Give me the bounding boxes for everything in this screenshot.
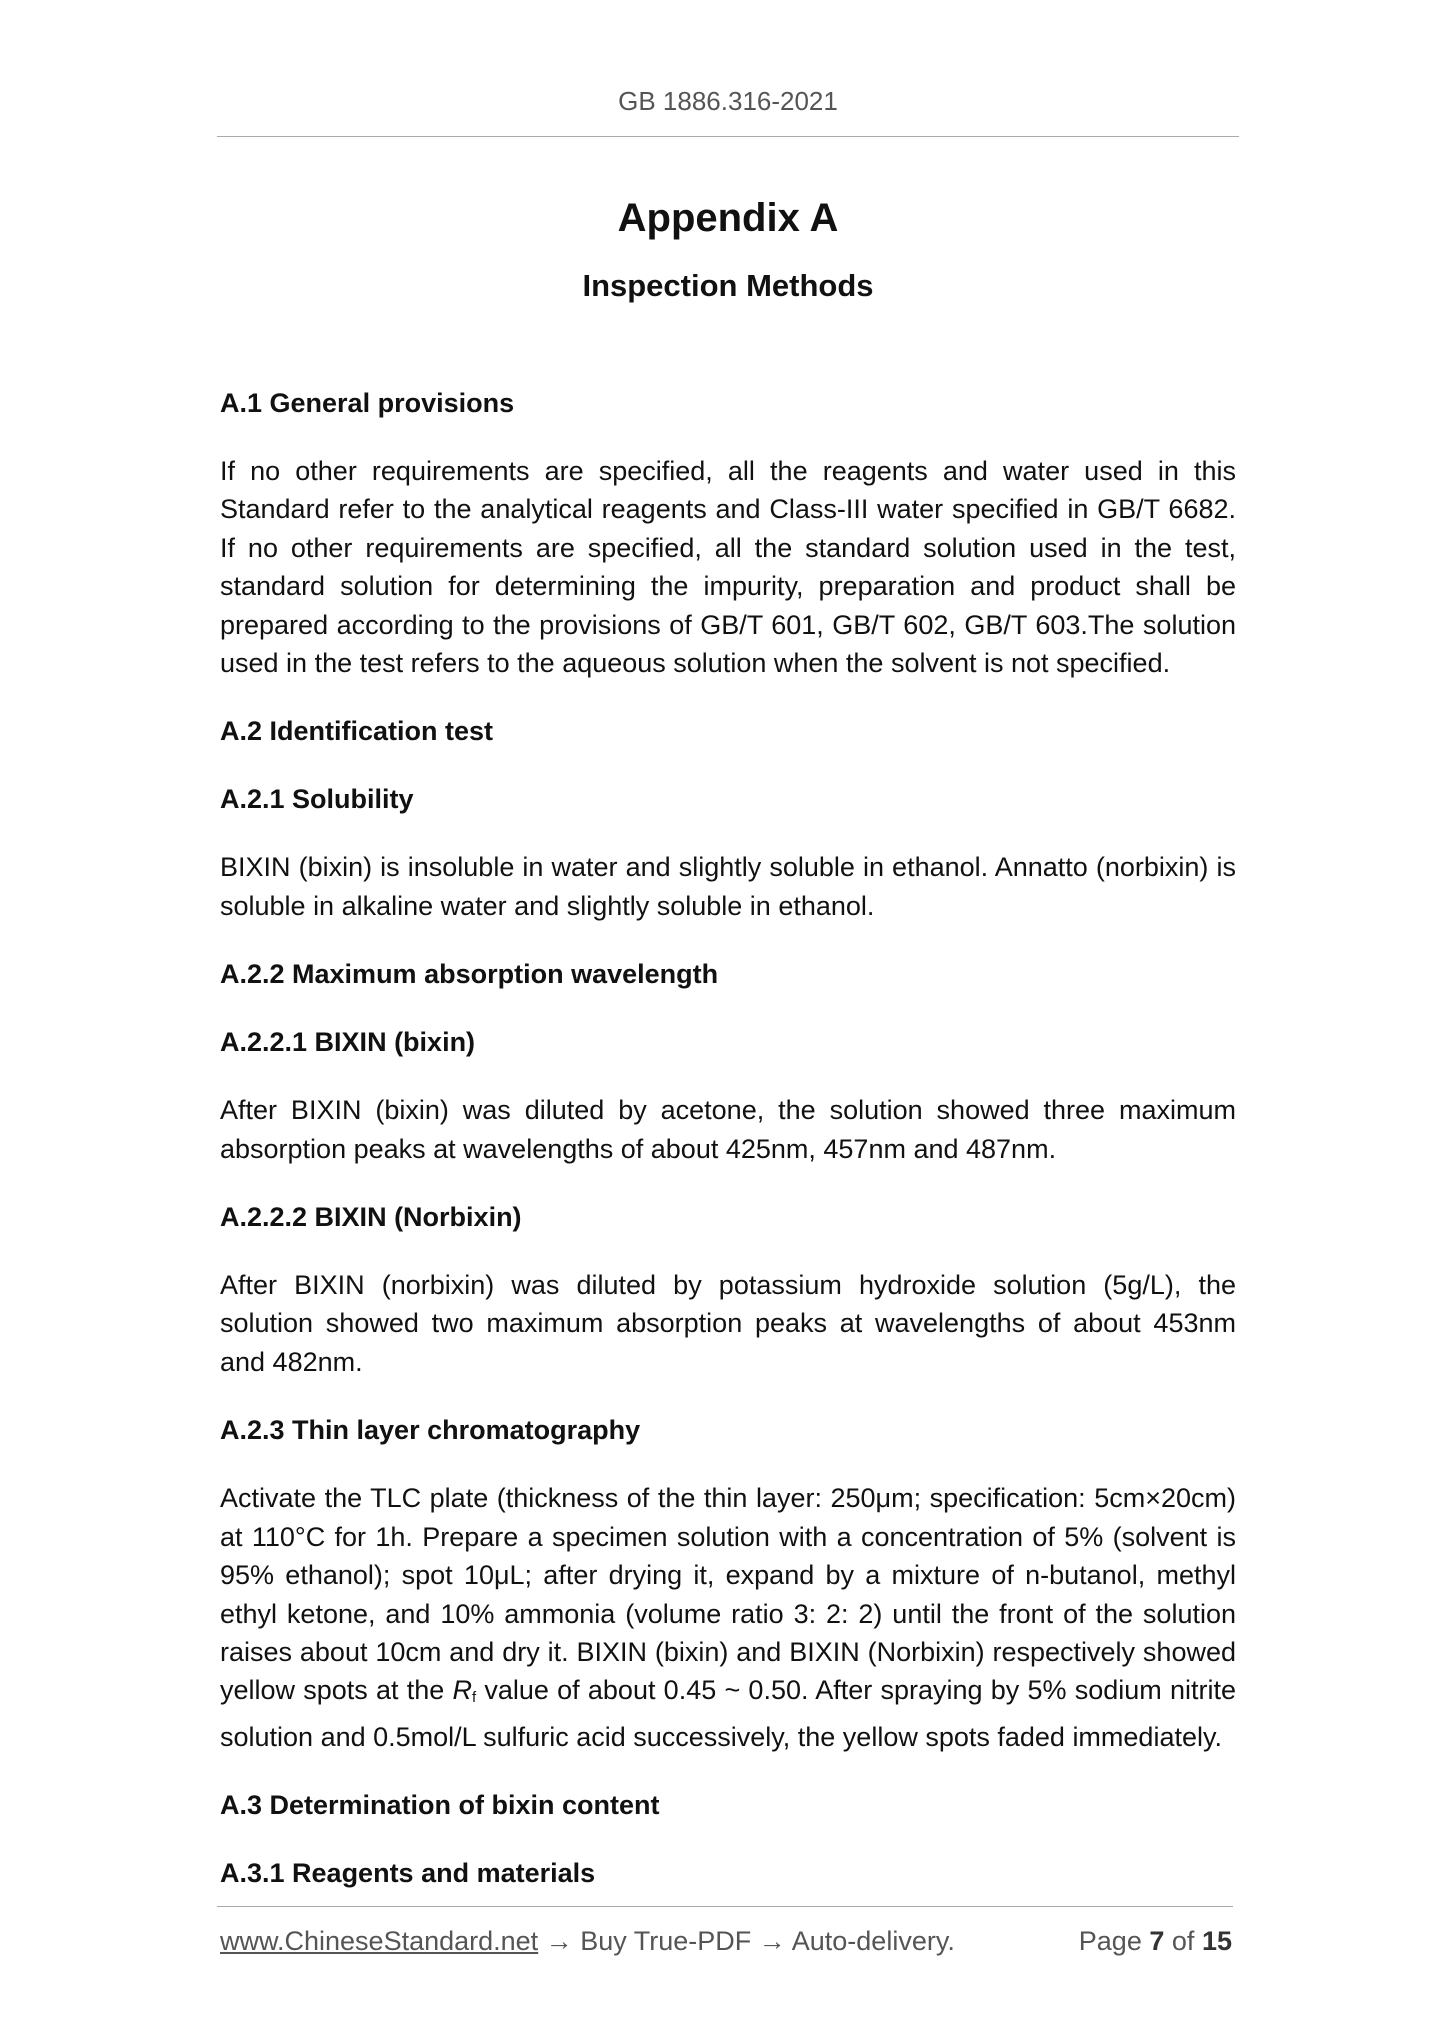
section-text-a23-part2: value of about 0.45 ~ 0.50. After spraying by 5% sodium nitrite solution and 0.5mol/L sulfuric acid successively, the yellow spots faded immediately.: [220, 1675, 1236, 1752]
section-text-a221: After BIXIN (bixin) was diluted by acetone, the solution showed three maximum absorption peaks at wavelengths of about 425nm, 457nm and 487nm.: [220, 1095, 1236, 1164]
section-heading-a1: A.1 General provisions: [220, 388, 515, 418]
section-heading-a22: A.2.2 Maximum absorption wavelength: [220, 959, 719, 990]
document-body: [220, 384, 1236, 1922]
appendix-subtitle: Inspection Methods: [582, 268, 874, 303]
section-heading-a31: A.3.1 Reagents and materials: [220, 1858, 596, 1889]
section-text-a222: After BIXIN (norbixin) was diluted by potassium hydroxide solution (5g/L), the solution showed two maximum absorption peaks at wavelengths of about 453nm and 482nm.: [220, 1270, 1236, 1377]
rf-symbol: R: [452, 1675, 472, 1706]
section-text-a23-part1: Activate the TLC plate (thickness of the thin layer: 250μm; specification: 5cm×20cm) at 110°C for 1h. Prepare a specimen solution with a concentration of 5% (solvent is 95% ethanol); spot 10μL; after drying it, expand by a mixture of n-butanol, methyl ethyl ketone, and 10% ammonia (volume ratio 3: 2: 2) until the front of the solution raises about 10cm and dry it. BIXIN (bixin) and BIXIN (Norbixin) respectively showed yellow spots at the: [220, 1483, 1236, 1706]
page-footer: [220, 1926, 1232, 1957]
footer-divider: [217, 1906, 1233, 1907]
page-indicator: [1079, 1926, 1232, 1957]
website-link[interactable]: www.ChineseStandard.net: [220, 1926, 539, 1956]
page-of-label: of: [1171, 1926, 1195, 1956]
section-text-a23: [220, 1479, 1236, 1756]
section-text-a1: If no other requirements are specified, all the reagents and water used in this Standard refer to the analytical reagents and Class-III water specified in GB/T 6682. If no other requirements are specified, all the standard solution used in the test, standard solution for determining the impurity, preparation and product shall be prepared according to the provisions of GB/T 601, GB/T 602, GB/T 603.The solution used in the test refers to the aqueous solution when the solvent is not specified.: [220, 456, 1236, 679]
section-text-a21: BIXIN (bixin) is insoluble in water and slightly soluble in ethanol. Annatto (norbixin) is soluble in alkaline water and slightly soluble in ethanol.: [220, 852, 1236, 921]
document-code-header: GB 1886.316-2021: [618, 86, 838, 116]
section-heading-a21: A.2.1 Solubility: [220, 784, 414, 815]
rf-subscript: f: [472, 1689, 477, 1707]
page-total-number: 15: [1201, 1926, 1232, 1956]
section-heading-a3: A.3 Determination of bixin content: [220, 1790, 660, 1821]
section-heading-a222: A.2.2.2 BIXIN (Norbixin): [220, 1202, 522, 1233]
footer-promo-text: → Buy True-PDF → Auto-delivery.: [545, 1926, 955, 1956]
page-label: Page: [1078, 1926, 1142, 1956]
section-heading-a23: A.2.3 Thin layer chromatography: [220, 1415, 641, 1446]
section-heading-a221: A.2.2.1 BIXIN (bixin): [220, 1027, 476, 1058]
header-divider: [217, 136, 1239, 137]
page-current-number: 7: [1149, 1926, 1165, 1956]
appendix-title: Appendix A: [617, 196, 839, 240]
section-heading-a2: A.2 Identification test: [220, 716, 494, 747]
